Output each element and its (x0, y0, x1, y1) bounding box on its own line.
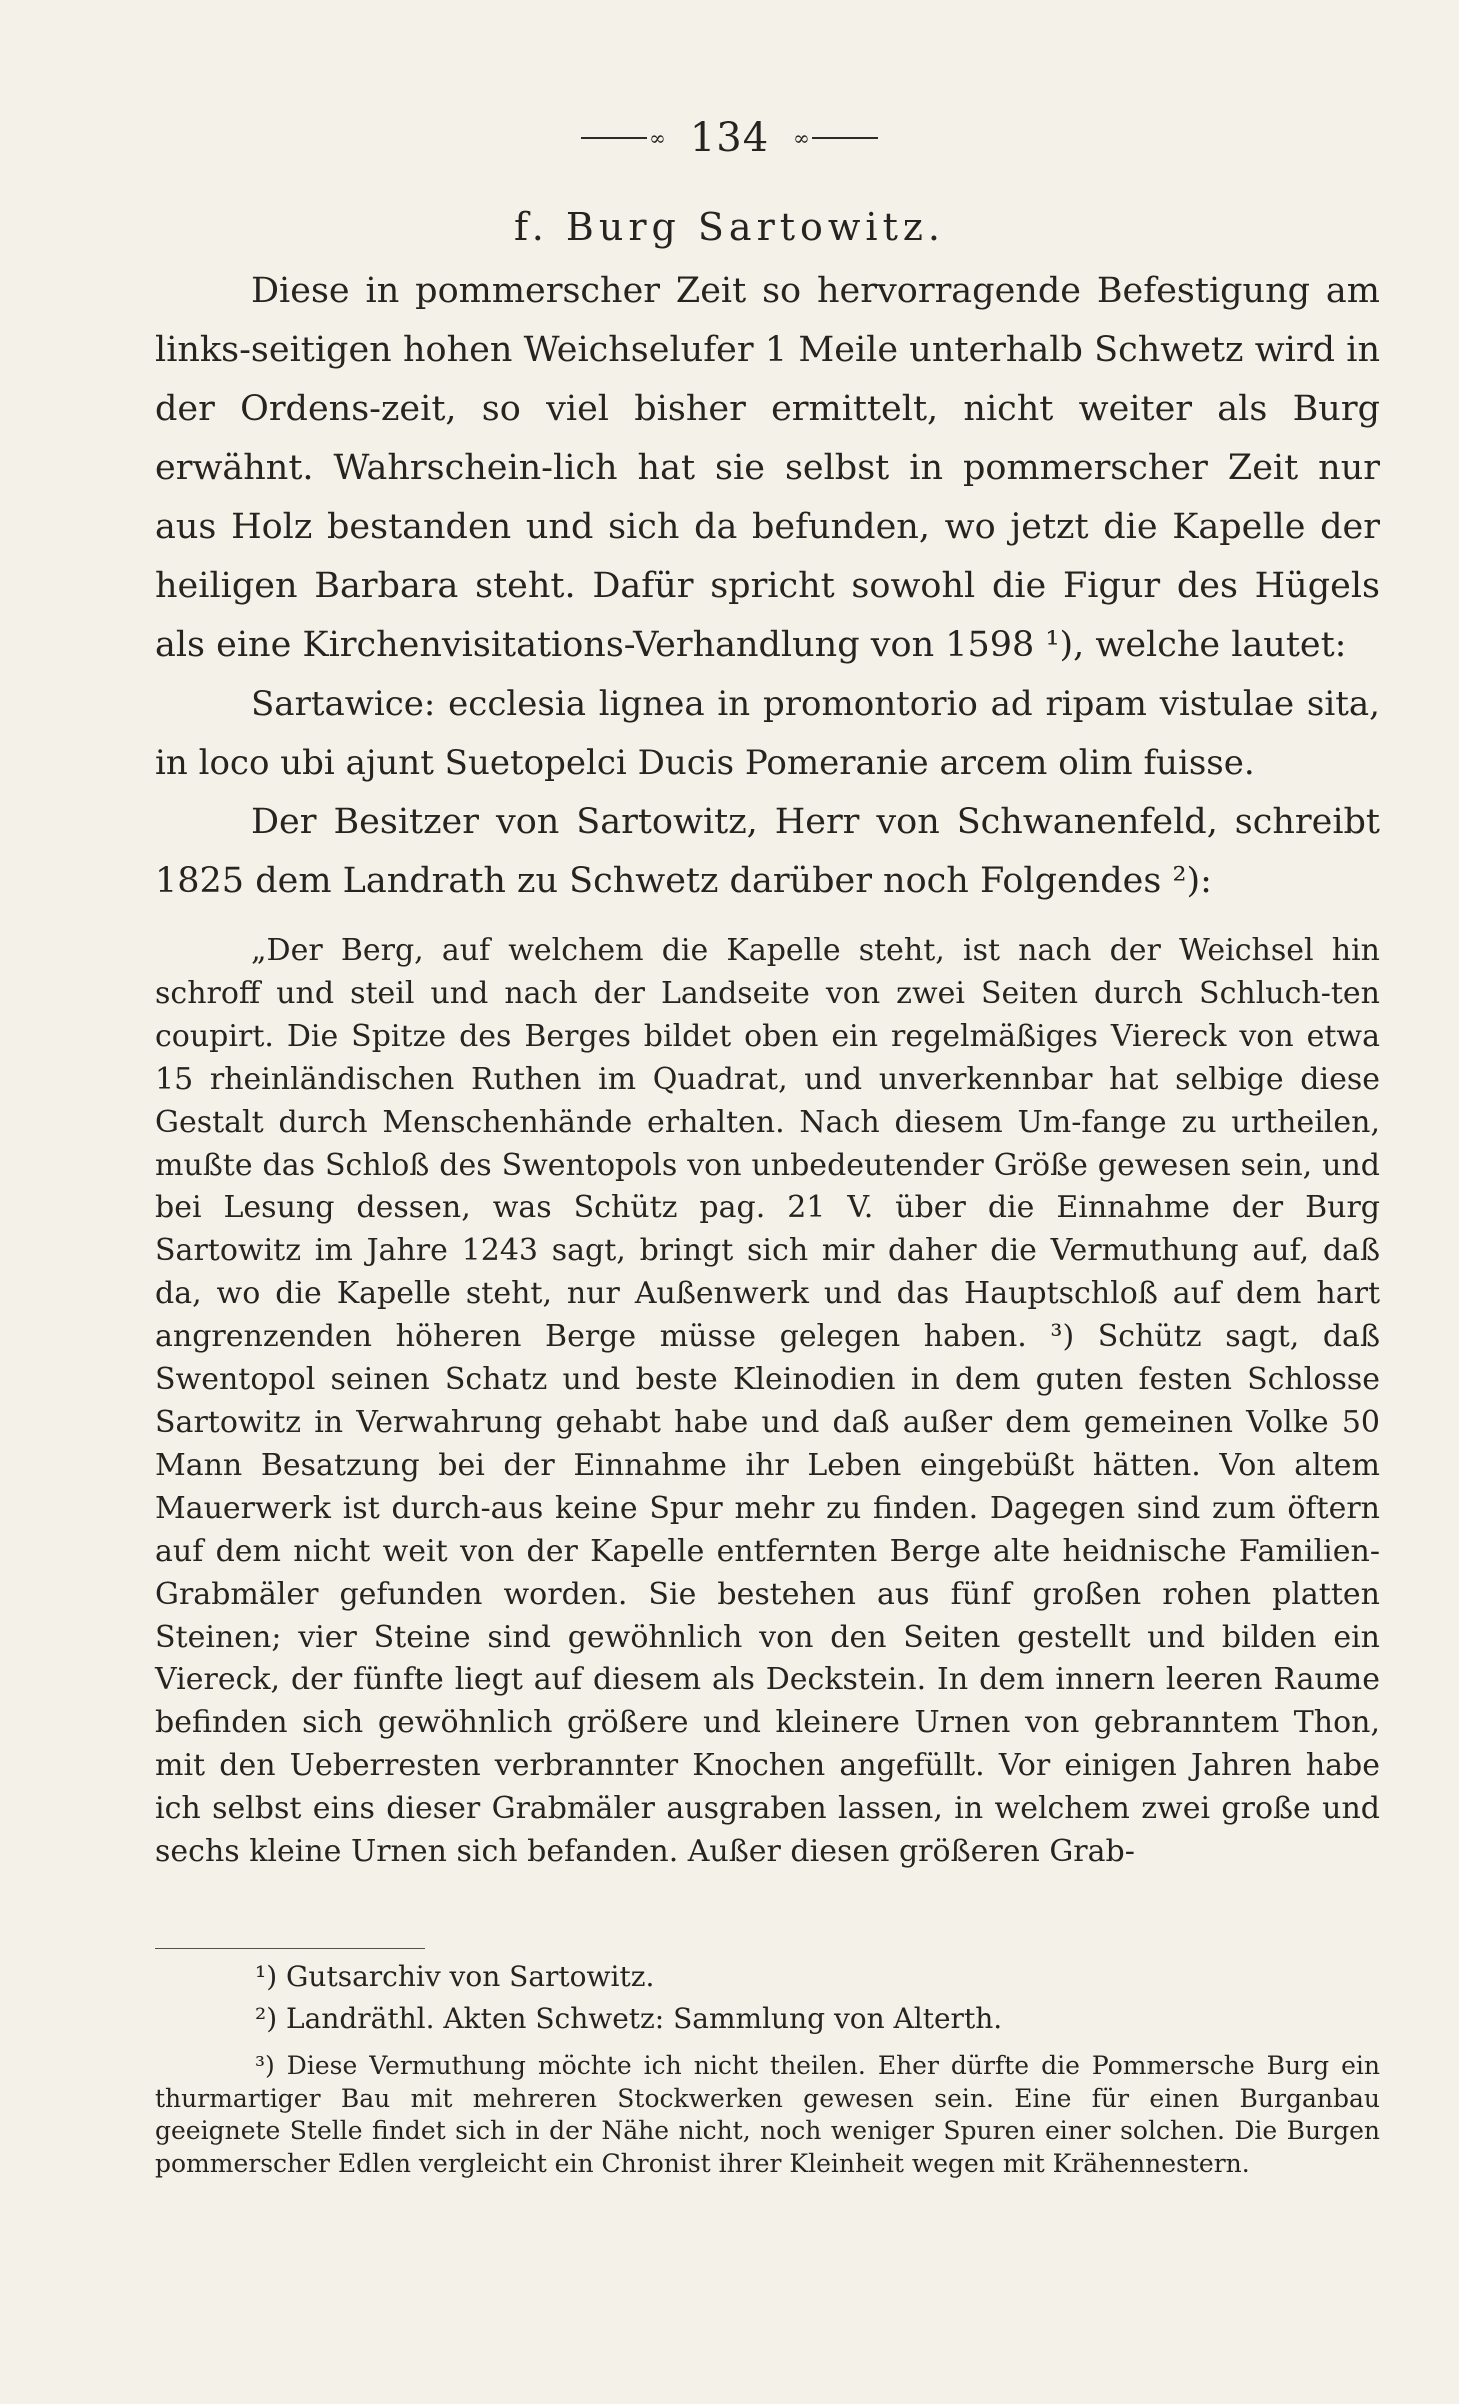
latin-citation: Sartawice: ecclesia lignea in promontorio ad ripam vistulae sita, in loco ubi ajunt Suetopelci Ducis Pomeranie arcem olim fuisse. (155, 684, 1380, 783)
ornament-left: ∞ (581, 126, 668, 150)
main-text (155, 262, 1380, 911)
footnote-3: ³) Diese Vermuthung möchte ich nicht theilen. Eher dürfte die Pommersche Burg ein thurmartiger Bau mit mehreren Stockwerken gewesen sein. Eine für einen Burganbau geeignete Stelle findet sich in der Nähe nicht, noch weniger Spuren einer solchen. Die Burgen pommerscher Edlen vergleicht ein Chronist ihrer Kleinheit wegen mit Krähennestern. (155, 2051, 1380, 2178)
footnote-divider (155, 1948, 425, 1949)
page-header (0, 108, 1459, 168)
section-heading: f. Burg Sartowitz. (514, 205, 945, 249)
ornament-right: ∞ (791, 126, 878, 150)
footnote-1: ¹) Gutsarchiv von Sartowitz. (255, 1960, 655, 1993)
paragraph: Der Besitzer von Sartowitz, Herr von Schwanenfeld, schreibt 1825 dem Landrath zu Schwetz darüber noch Folgendes ²): (155, 802, 1380, 901)
page-number: 134 (689, 115, 770, 161)
footnote-2: ²) Landräthl. Akten Schwetz: Sammlung von Alterth. (255, 2002, 1003, 2035)
footnotes (155, 1956, 1380, 2180)
quote-paragraph: „Der Berg, auf welchem die Kapelle steht, ist nach der Weichsel hin schroff und steil und nach der Landseite von zwei Seiten durch Schluch-ten coupirt. Die Spitze des Berges bildet oben ein regelmäßiges Viereck von etwa 15 rheinländischen Ruthen im Quadrat, und unverkennbar hat selbige diese Gestalt durch Menschenhände erhalten. Nach diesem Um-fange zu urtheilen, mußte das Schloß des Swentopols von unbedeutender Größe gewesen sein, und bei Lesung dessen, was Schütz pag. 21 V. über die Einnahme der Burg Sartowitz im Jahre 1243 sagt, bringt sich mir daher die Vermuthung auf, daß da, wo die Kapelle steht, nur Außenwerk und das Hauptschloß auf dem hart angrenzenden höheren Berge müsse gelegen haben. ³) Schütz sagt, daß Swentopol seinen Schatz und beste Kleinodien in dem guten festen Schlosse Sartowitz in Verwahrung gehabt habe und daß außer dem gemeinen Volke 50 Mann Besatzung bei der Einnahme ihr Leben eingebüßt hätten. Von altem Mauerwerk ist durch-aus keine Spur mehr zu finden. Dagegen sind zum öftern auf dem nicht weit von der Kapelle entfernten Berge alte heidnische Familien-Grabmäler gefunden worden. Sie bestehen aus fünf großen rohen platten Steinen; vier Steine sind gewöhnlich von den Seiten gestellt und bilden ein Viereck, der fünfte liegt auf diesem als Deckstein. In dem innern leeren Raume befinden sich gewöhnlich größere und kleinere Urnen von gebranntem Thon, mit den Ueberresten verbrannter Knochen angefüllt. Vor einigen Jahren habe ich selbst eins dieser Grabmäler ausgraben lassen, in welchem zwei große und sechs kleine Urnen sich befanden. Außer diesen größeren Grab- (155, 933, 1380, 1870)
quoted-letter (155, 930, 1380, 1874)
paragraph: Diese in pommerscher Zeit so hervorragende Befestigung am links-seitigen hohen Weichselufer 1 Meile unterhalb Schwetz wird in der Ordens-zeit, so viel bisher ermittelt, nicht weiter als Burg erwähnt. Wahrschein-lich hat sie selbst in pommerscher Zeit nur aus Holz bestanden und sich da befunden, wo jetzt die Kapelle der heiligen Barbara steht. Dafür spricht sowohl die Figur des Hügels als eine Kirchenvisitations-Verhandlung von 1598 ¹), welche lautet: (155, 271, 1380, 665)
